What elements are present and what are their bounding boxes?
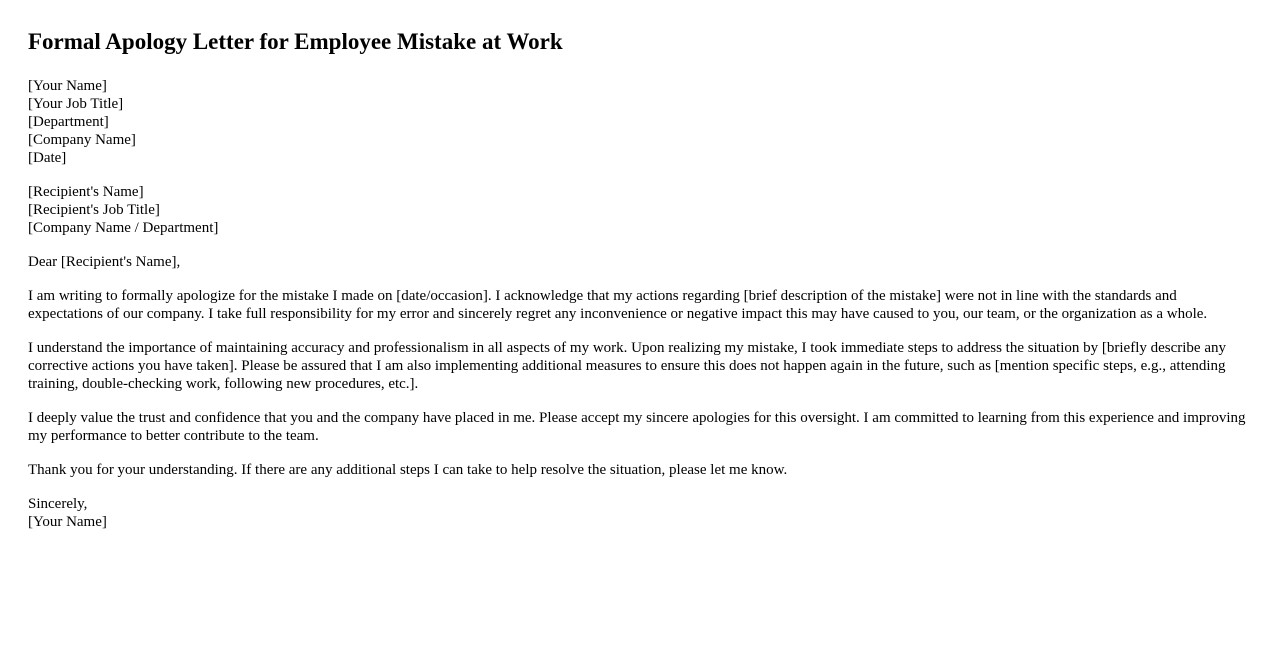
sender-block bbox=[28, 77, 1250, 167]
page-title: Formal Apology Letter for Employee Mistake at Work bbox=[28, 29, 563, 54]
sender-company: [Company Name] bbox=[28, 132, 136, 148]
letter-date: [Date] bbox=[28, 150, 67, 166]
sender-name: [Your Name] bbox=[28, 78, 107, 94]
recipient-name: [Recipient's Name] bbox=[28, 184, 144, 200]
signature-name: [Your Name] bbox=[28, 514, 107, 530]
recipient-company: [Company Name / Department] bbox=[28, 220, 219, 236]
recipient-block bbox=[28, 183, 1250, 237]
valediction: Sincerely, bbox=[28, 496, 88, 512]
body-paragraph-2: I understand the importance of maintaining accuracy and professionalism in all aspects of my work. Upon realizing my mistake, I took immediate steps to address the situation by [briefly describe any corrective actions you have taken]. Please be assured that I am also implementing additional measures to ensure this does not happen again in the future, such as [mention specific steps, e.g., attending training, double-checking work, following new procedures, etc.]. bbox=[28, 340, 1227, 392]
body-paragraph-1: I am writing to formally apologize for the mistake I made on [date/occasion]. I acknowledge that my actions regarding [brief description of the mistake] were not in line with the standards and expectations of our company. I take full responsibility for my error and sincerely regret any inconvenience or negative impact this may have caused to you, our team, or the organization as a whole. bbox=[28, 288, 1208, 322]
sender-department: [Department] bbox=[28, 114, 109, 130]
closing-block bbox=[28, 495, 1250, 531]
salutation: Dear [Recipient's Name], bbox=[28, 254, 181, 270]
body-paragraph-3: I deeply value the trust and confidence that you and the company have placed in me. Please accept my sincere apologies for this oversight. I am committed to learning from this experience and improving my performance to better contribute to the team. bbox=[28, 410, 1246, 444]
body-paragraph-4: Thank you for your understanding. If there are any additional steps I can take to help resolve the situation, please let me know. bbox=[28, 462, 788, 478]
recipient-job-title: [Recipient's Job Title] bbox=[28, 202, 160, 218]
letter-document bbox=[28, 0, 1250, 531]
sender-job-title: [Your Job Title] bbox=[28, 96, 124, 112]
